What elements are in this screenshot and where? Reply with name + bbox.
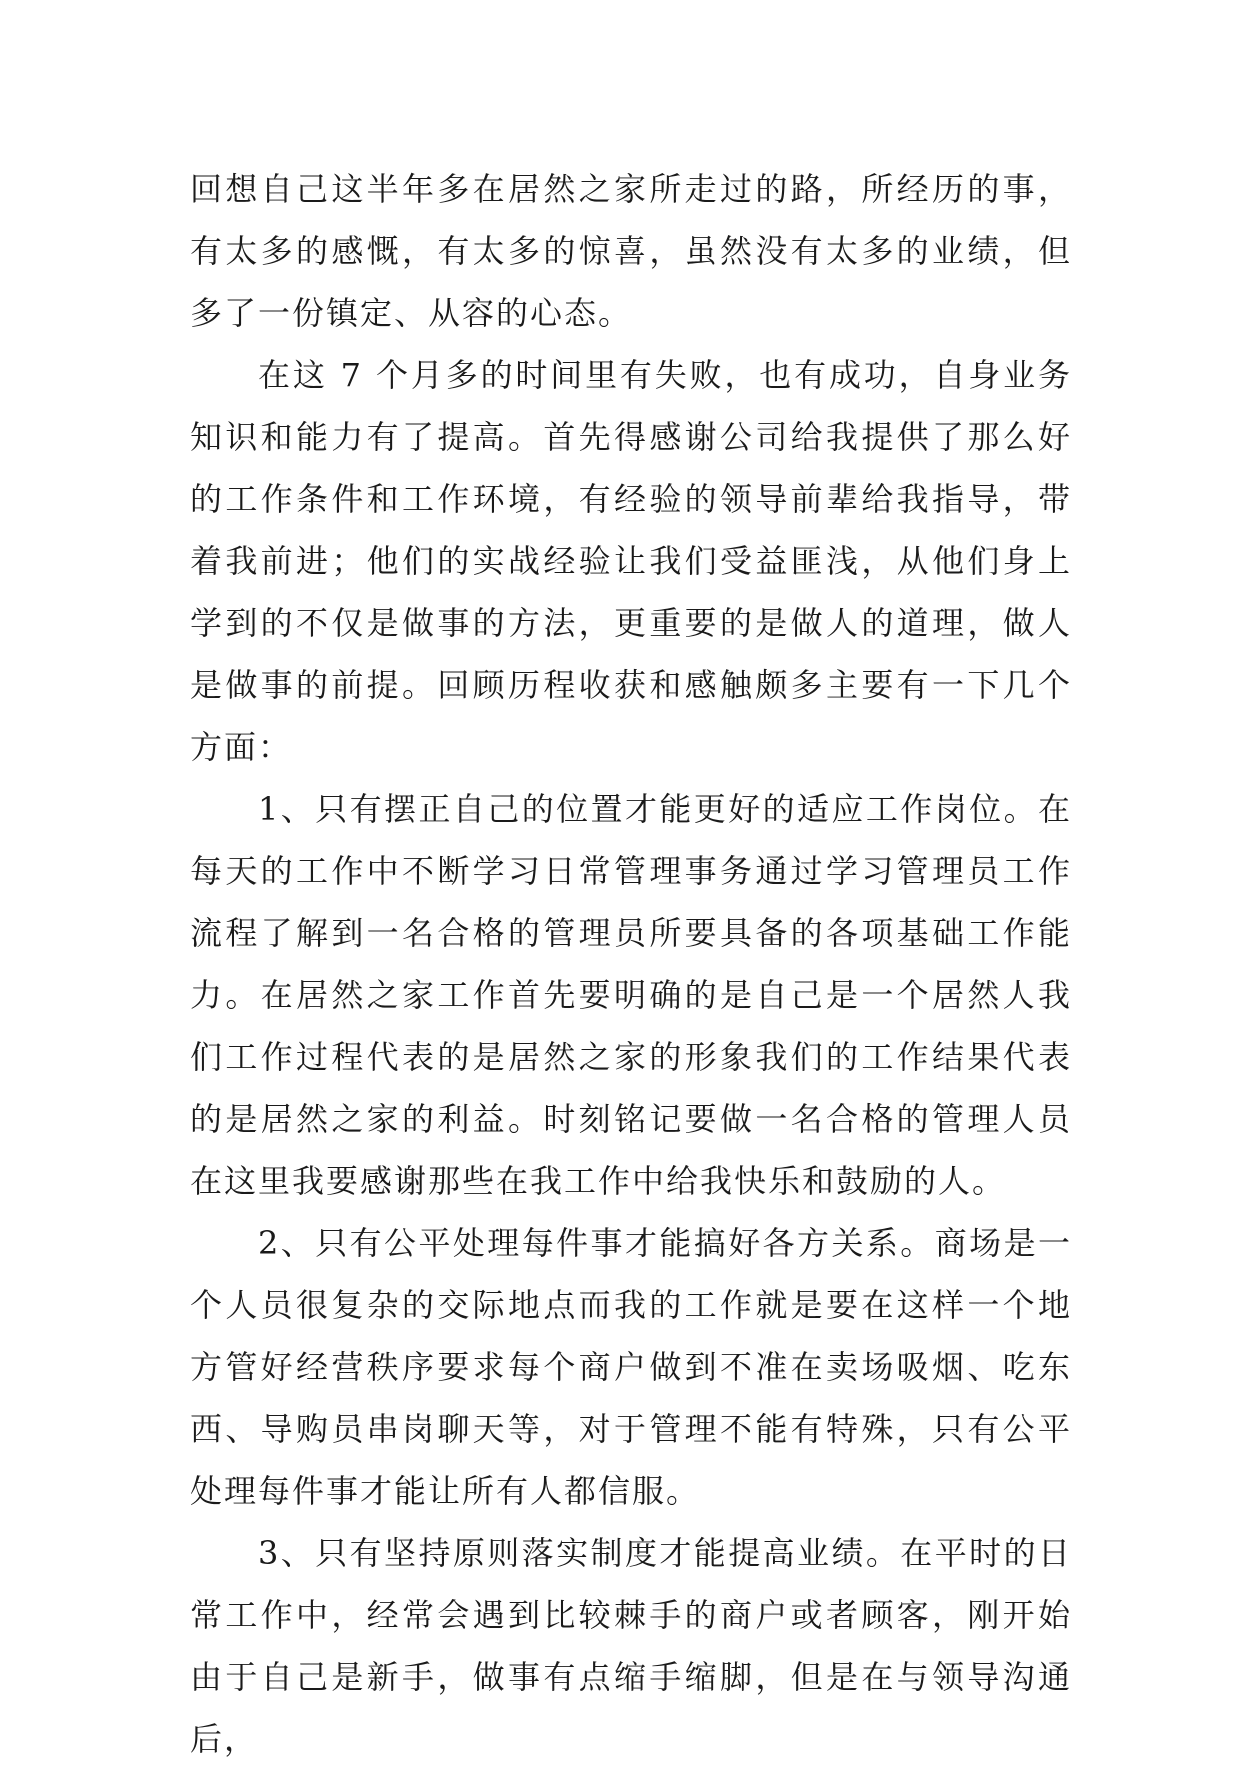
document-body	[190, 158, 1072, 1770]
paragraph-point-3: 3、只有坚持原则落实制度才能提高业绩。在平时的日常工作中，经常会遇到比较棘手的商户或者顾客，刚开始由于自己是新手，做事有点缩手缩脚，但是在与领导沟通后，	[190, 1534, 1072, 1758]
paragraph-intro: 回想自己这半年多在居然之家所走过的路，所经历的事，有太多的感慨，有太多的惊喜，虽然没有太多的业绩，但多了一份镇定、从容的心态。	[190, 170, 1072, 332]
paragraph-seven-months: 在这 7 个月多的时间里有失败，也有成功，自身业务知识和能力有了提高。首先得感谢公司给我提供了那么好的工作条件和工作环境，有经验的领导前辈给我指导，带着我前进；他们的实战经验让我们受益匪浅，从他们身上学到的不仅是做事的方法，更重要的是做人的道理，做人是做事的前提。回顾历程收获和感触颇多主要有一下几个方面：	[190, 356, 1072, 766]
paragraph-point-1: 1、只有摆正自己的位置才能更好的适应工作岗位。在每天的工作中不断学习日常管理事务通过学习管理员工作流程了解到一名合格的管理员所要具备的各项基础工作能力。在居然之家工作首先要明确的是自己是一个居然人我们工作过程代表的是居然之家的形象我们的工作结果代表的是居然之家的利益。时刻铭记要做一名合格的管理人员在这里我要感谢那些在我工作中给我快乐和鼓励的人。	[190, 790, 1072, 1200]
paragraph-point-2: 2、只有公平处理每件事才能搞好各方关系。商场是一个人员很复杂的交际地点而我的工作就是要在这样一个地方管好经营秩序要求每个商户做到不准在卖场吸烟、吃东西、导购员串岗聊天等，对于管理不能有特殊，只有公平处理每件事才能让所有人都信服。	[190, 1224, 1072, 1510]
